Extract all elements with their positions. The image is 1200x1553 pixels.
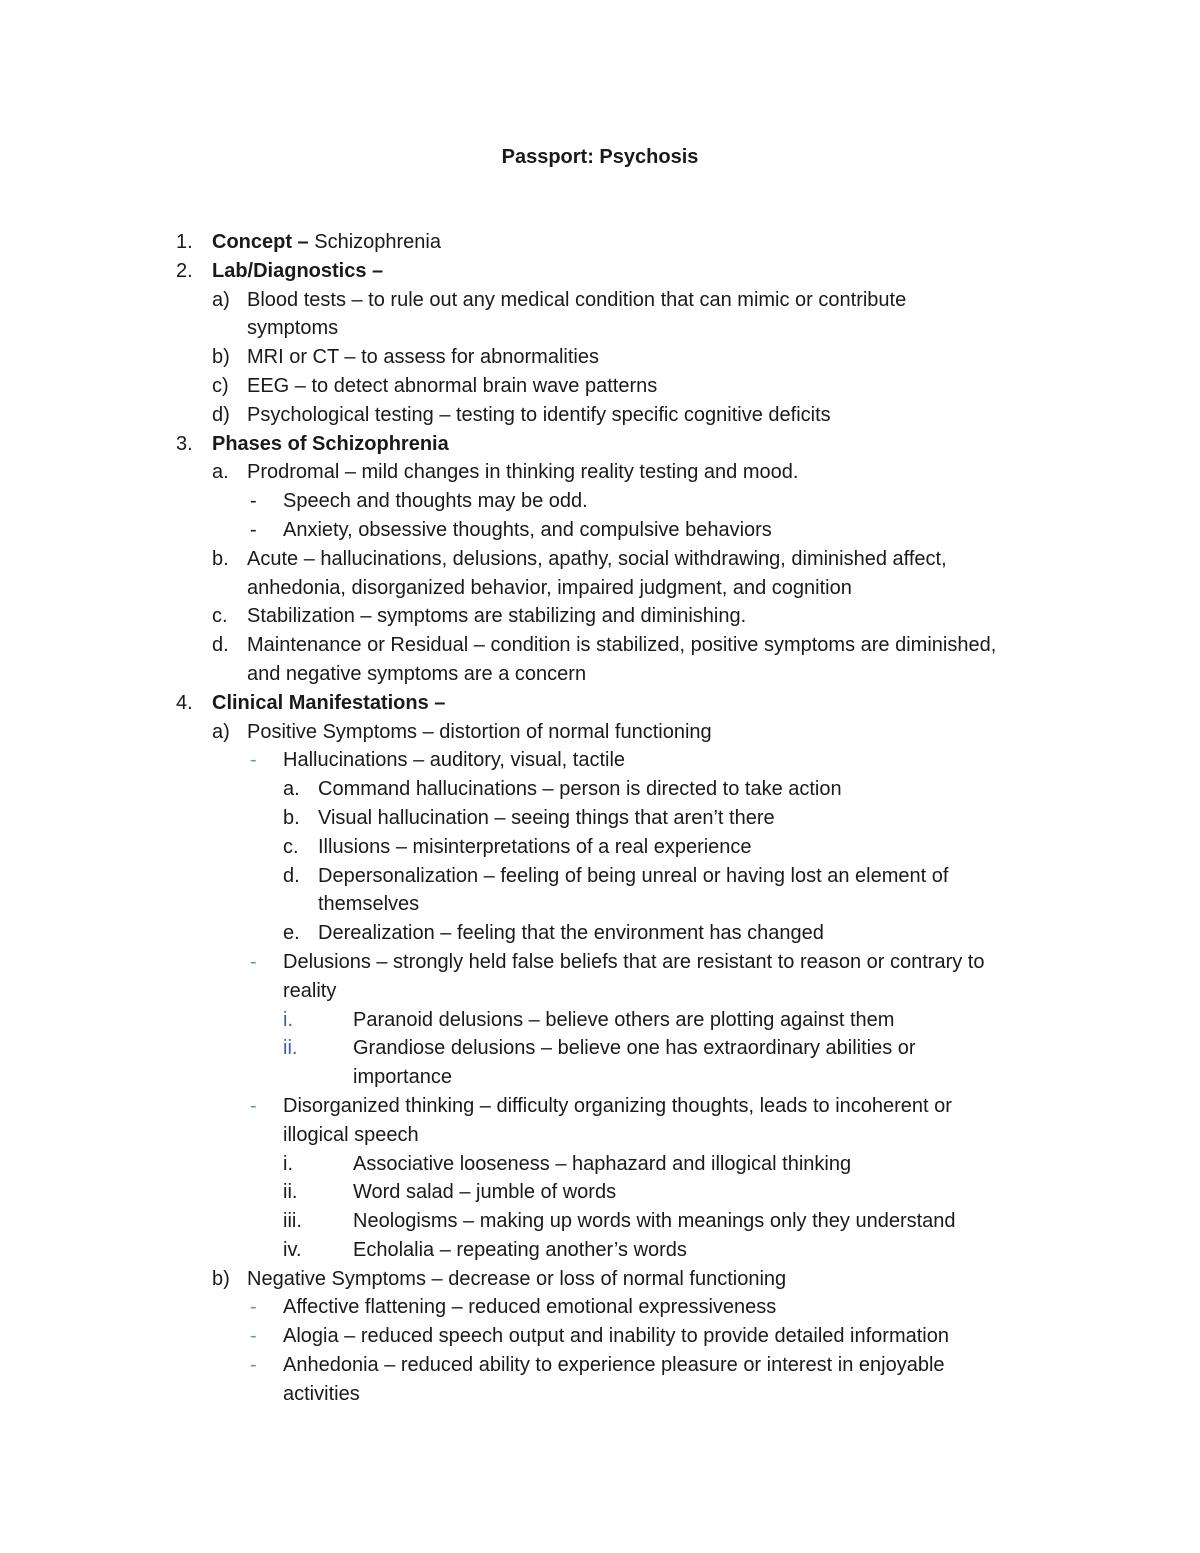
list-marker: c): [212, 374, 229, 397]
list-marker: -: [250, 950, 257, 973]
item-text: Negative Symptoms – decrease or loss of normal functioning: [247, 1267, 787, 1290]
item-text: Schizophrenia: [308, 231, 441, 253]
list-item: [0, 1351, 1200, 1409]
list-marker: -: [250, 1325, 257, 1348]
item-text-continued: importance: [353, 1066, 452, 1089]
list-item: [0, 862, 1200, 920]
list-item: [0, 1293, 1200, 1322]
item-text-continued: and negative symptoms are a concern: [247, 662, 587, 685]
item-text: Command hallucinations – person is directed to take action: [318, 778, 842, 801]
item-text-continued: illogical speech: [283, 1123, 419, 1146]
list-item: [0, 343, 1200, 372]
item-text: Alogia – reduced speech output and inability to provide detailed information: [283, 1325, 949, 1348]
outline-list: [0, 228, 1200, 1409]
list-item: [0, 1322, 1200, 1351]
item-text: Visual hallucination – seeing things that aren’t there: [318, 806, 775, 829]
list-item: [0, 257, 1200, 286]
item-text: Psychological testing – testing to identify specific cognitive deficits: [247, 403, 831, 426]
list-marker: -: [250, 490, 257, 513]
list-marker: -: [250, 518, 257, 541]
item-text: Acute – hallucinations, delusions, apathy, social withdrawing, diminished affect,: [247, 547, 947, 570]
list-marker: 4.: [176, 691, 193, 714]
list-marker: b): [212, 1267, 230, 1290]
list-marker: a): [212, 720, 230, 743]
item-text-continued: themselves: [318, 893, 420, 916]
list-marker: a): [212, 288, 230, 311]
list-marker: -: [250, 1094, 257, 1117]
item-text: Delusions – strongly held false beliefs that are resistant to reason or contrary to: [283, 950, 985, 973]
item-heading: Phases of Schizophrenia: [212, 432, 449, 455]
list-marker: -: [250, 1354, 257, 1377]
list-item: [0, 746, 1200, 775]
list-item: [0, 487, 1200, 516]
list-marker: b): [212, 346, 230, 369]
item-text: Grandiose delusions – believe one has extraordinary abilities or: [353, 1037, 916, 1060]
list-item: [0, 1178, 1200, 1207]
list-item: [0, 775, 1200, 804]
list-item: [0, 689, 1200, 718]
item-text: Maintenance or Residual – condition is stabilized, positive symptoms are diminished,: [247, 634, 997, 657]
list-item: [0, 286, 1200, 344]
item-text: Depersonalization – feeling of being unreal or having lost an element of: [318, 864, 949, 887]
item-text: Illusions – misinterpretations of a real experience: [318, 835, 752, 858]
list-marker: c.: [212, 605, 228, 628]
list-item: [0, 1207, 1200, 1236]
list-marker: 2.: [176, 259, 193, 282]
list-marker: 1.: [176, 231, 193, 253]
item-text: Speech and thoughts may be odd.: [283, 490, 588, 513]
list-marker: 3.: [176, 432, 193, 455]
item-text: Prodromal – mild changes in thinking reality testing and mood.: [247, 461, 799, 484]
list-marker: iv.: [283, 1238, 302, 1261]
list-item: [0, 718, 1200, 747]
item-text: Anxiety, obsessive thoughts, and compulsive behaviors: [283, 518, 772, 541]
list-marker: -: [250, 1296, 257, 1319]
list-item: [0, 545, 1200, 603]
item-text-continued: activities: [283, 1382, 360, 1405]
list-marker: ii.: [283, 1037, 298, 1060]
item-text-continued: anhedonia, disorganized behavior, impaired judgment, and cognition: [247, 576, 852, 599]
item-text: Paranoid delusions – believe others are plotting against them: [353, 1008, 895, 1031]
list-item: [0, 401, 1200, 430]
list-marker: i.: [283, 1008, 293, 1031]
list-marker: a.: [212, 461, 229, 484]
item-text-continued: symptoms: [247, 317, 339, 340]
list-marker: b.: [212, 547, 229, 570]
list-item: [0, 919, 1200, 948]
list-item: [0, 1265, 1200, 1294]
list-item: [0, 372, 1200, 401]
list-marker: d.: [283, 864, 300, 887]
document-title: Passport: Psychosis: [501, 146, 699, 168]
list-item: [0, 1092, 1200, 1150]
list-item: [0, 516, 1200, 545]
list-marker: ii.: [283, 1181, 298, 1204]
item-heading: Lab/Diagnostics –: [212, 259, 384, 282]
item-text-continued: reality: [283, 979, 337, 1002]
list-marker: e.: [283, 922, 300, 945]
item-text: Positive Symptoms – distortion of normal functioning: [247, 720, 712, 743]
item-text: Associative looseness – haphazard and illogical thinking: [353, 1152, 852, 1175]
list-item: [0, 228, 1200, 257]
list-item: [0, 458, 1200, 487]
list-item: [0, 631, 1200, 689]
list-item: [0, 1236, 1200, 1265]
list-item: [0, 1034, 1200, 1092]
item-text: Disorganized thinking – difficulty organizing thoughts, leads to incoherent or: [283, 1094, 952, 1117]
list-marker: i.: [283, 1152, 293, 1175]
list-marker: b.: [283, 806, 300, 829]
list-item: [0, 430, 1200, 459]
list-marker: c.: [283, 835, 299, 858]
list-marker: d.: [212, 634, 229, 657]
list-item: [0, 804, 1200, 833]
list-marker: d): [212, 403, 230, 426]
list-marker: -: [250, 749, 257, 772]
item-text: Stabilization – symptoms are stabilizing and diminishing.: [247, 605, 747, 628]
item-text: Blood tests – to rule out any medical condition that can mimic or contribute: [247, 288, 907, 311]
list-item: [0, 1150, 1200, 1179]
list-marker: iii.: [283, 1210, 302, 1233]
item-text: Derealization – feeling that the environment has changed: [318, 922, 824, 945]
list-marker: a.: [283, 778, 300, 801]
list-item: [0, 833, 1200, 862]
item-text: Neologisms – making up words with meanings only they understand: [353, 1210, 956, 1233]
item-text: Anhedonia – reduced ability to experience pleasure or interest in enjoyable: [283, 1354, 945, 1377]
item-text: MRI or CT – to assess for abnormalities: [247, 346, 599, 369]
list-item: [0, 948, 1200, 1006]
item-text: Affective flattening – reduced emotional expressiveness: [283, 1296, 777, 1319]
item-text: Word salad – jumble of words: [353, 1181, 617, 1204]
list-item: [0, 602, 1200, 631]
item-text: Hallucinations – auditory, visual, tactile: [283, 749, 626, 772]
item-heading: Concept –: [212, 231, 309, 253]
item-text: Echolalia – repeating another’s words: [353, 1238, 687, 1261]
item-text: EEG – to detect abnormal brain wave patterns: [247, 374, 658, 397]
item-heading: Clinical Manifestations –: [212, 691, 446, 714]
list-item: [0, 1006, 1200, 1035]
